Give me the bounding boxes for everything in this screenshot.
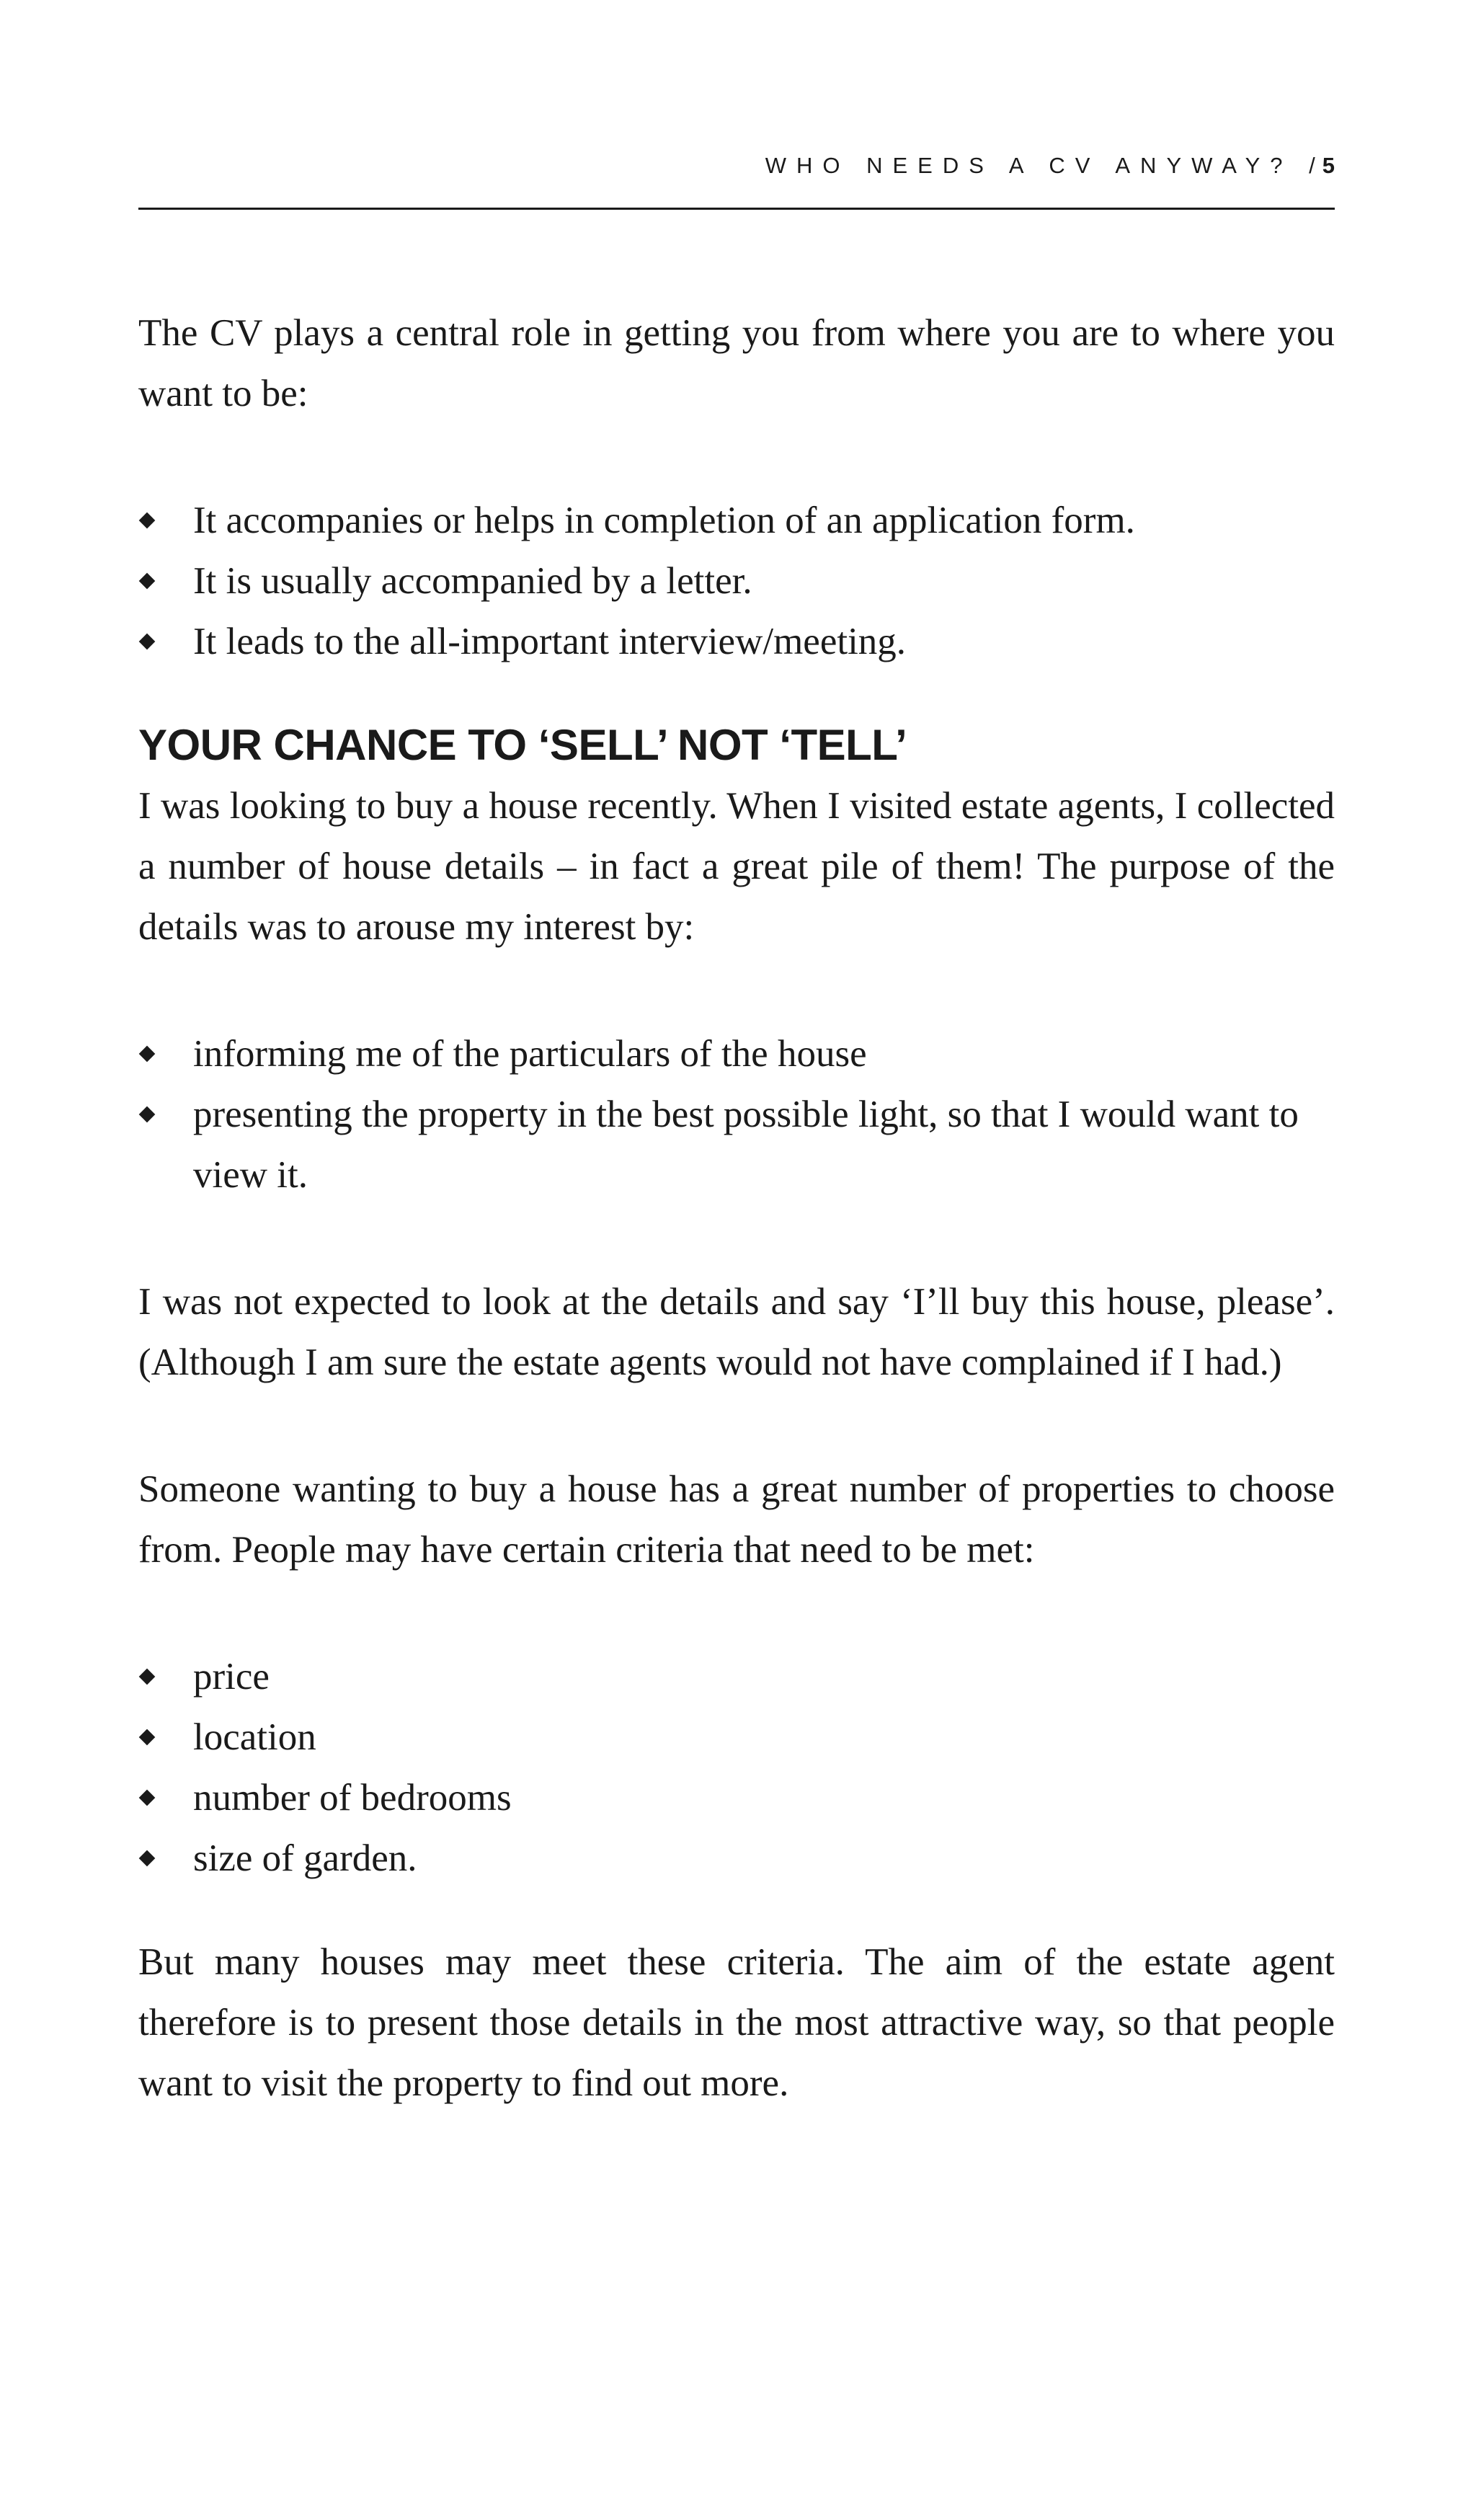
diamond-bullet-icon (139, 634, 156, 650)
list-item: presenting the property in the best possible light, so that I would want to view it. (138, 1084, 1335, 1205)
spacer (138, 672, 1335, 715)
intro-paragraph: The CV plays a central role in getting you from where you are to where you want to be: (138, 312, 1335, 414)
running-header (765, 154, 1335, 177)
section-heading: YOUR CHANCE TO ‘SELL’ NOT ‘TELL’ (138, 721, 907, 769)
diamond-bullet-icon (139, 1790, 156, 1806)
list-item: number of bedrooms (138, 1767, 1335, 1828)
spacer (138, 1393, 1335, 1459)
diamond-bullet-icon (139, 1850, 156, 1867)
list-item: location (138, 1707, 1335, 1767)
list-item: It is usually accompanied by a letter. (138, 551, 1335, 611)
header-rule (138, 208, 1335, 210)
spacer (138, 1580, 1335, 1646)
body-paragraph: I was looking to buy a house recently. When I visited estate agents, I collected a number of house details – in fact a great pile of them! The purpose of the details was to arouse my interest by: (138, 785, 1335, 948)
list-item: size of garden. (138, 1828, 1335, 1889)
diamond-bullet-icon (139, 1106, 156, 1123)
diamond-bullet-icon (139, 1046, 156, 1062)
interest-bullet-list (138, 1024, 1335, 1205)
spacer (138, 424, 1335, 490)
page-number: 5 (1322, 153, 1335, 178)
criteria-bullet-list (138, 1646, 1335, 1889)
spacer (138, 1205, 1335, 1272)
list-item: informing me of the particulars of the house (138, 1024, 1335, 1084)
spacer (138, 957, 1335, 1024)
intro-bullet-list (138, 490, 1335, 672)
diamond-bullet-icon (139, 513, 156, 529)
diamond-bullet-icon (139, 1729, 156, 1746)
diamond-bullet-icon (139, 1669, 156, 1685)
list-item: It accompanies or helps in completion of an application form. (138, 490, 1335, 551)
body-paragraph: But many houses may meet these criteria. The aim of the estate agent therefore is to present those details in the most attractive way, so that people want to visit the property to find out more. (138, 1941, 1335, 2104)
list-item: It leads to the all-important interview/meeting. (138, 611, 1335, 672)
list-item: price (138, 1646, 1335, 1707)
body-paragraph: Someone wanting to buy a house has a great number of properties to choose from. People may have certain criteria that need to be met: (138, 1468, 1335, 1571)
page-body (138, 303, 1335, 2113)
spacer (138, 1889, 1335, 1932)
running-title: WHO NEEDS A CV ANYWAY? / (765, 153, 1325, 178)
body-paragraph: I was not expected to look at the details and say ‘I’ll buy this house, please’. (Although I am sure the estate agents would not have complained if I had.) (138, 1281, 1335, 1383)
diamond-bullet-icon (139, 573, 156, 590)
